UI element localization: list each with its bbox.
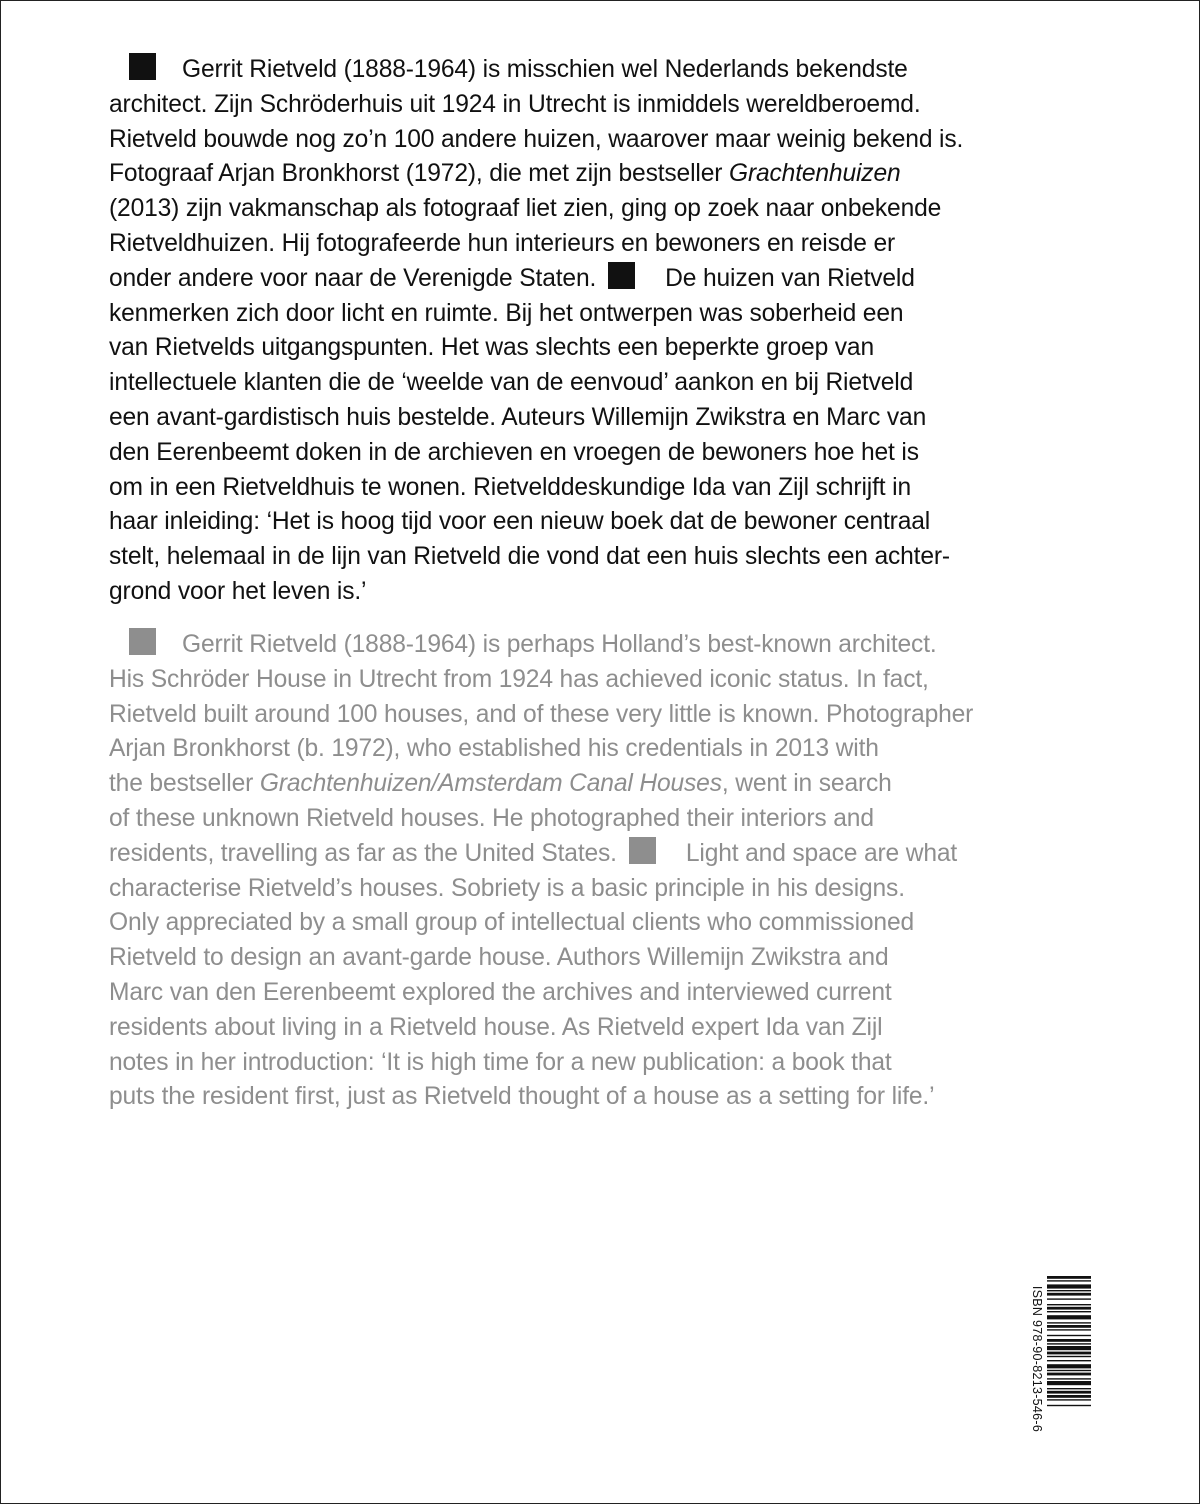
barcode-bar (1047, 1311, 1091, 1312)
text-line: Arjan Bronkhorst (b. 1972), who established his credentials in 2013 with (109, 735, 879, 763)
barcode-bar (1047, 1364, 1091, 1368)
text-line: onder andere voor naar de Verenigde Staten. De huizen van Rietveld (109, 262, 1099, 297)
barcode-bar (1047, 1378, 1091, 1379)
barcode-bar (1047, 1370, 1091, 1371)
barcode-bar (1047, 1284, 1091, 1288)
barcode-bar (1047, 1395, 1091, 1398)
barcode-bar (1047, 1298, 1091, 1299)
paragraph-marker-square (129, 53, 156, 80)
barcode-bars (1047, 1276, 1091, 1441)
text-line: (2013) zijn vakmanschap als fotograaf liet zien, ging op zoek naar onbekende (109, 195, 942, 223)
english-paragraph (109, 628, 1099, 1115)
text-line: grond voor het leven is.’ (109, 577, 367, 605)
isbn-barcode (1025, 1276, 1091, 1441)
barcode-bar (1047, 1343, 1091, 1344)
barcode-bar (1047, 1325, 1091, 1328)
text-line: architect. Zijn Schröderhuis uit 1924 in Utrecht is inmiddels wereldberoemd. (109, 90, 921, 118)
barcode-bar (1047, 1304, 1091, 1305)
text-line: Rietveld to design an avant-garde house. Authors Willemijn Zwikstra and (109, 944, 889, 972)
text-line: puts the resident first, just as Rietveld thought of a house as a setting for life.’ (109, 1083, 935, 1111)
text-line: Marc van den Eerenbeemt explored the archives and interviewed current (109, 978, 892, 1006)
text-line: Gerrit Rietveld (1888-1964) is perhaps Holland’s best-known architect. (109, 628, 1099, 663)
text-line: Fotograaf Arjan Bronkhorst (1972), die met zijn bestseller Grachtenhuizen (109, 160, 901, 188)
text-line: of these unknown Rietveld houses. He photographed their interiors and (109, 804, 874, 832)
barcode-bar (1047, 1329, 1091, 1330)
barcode-bar (1047, 1373, 1091, 1376)
dutch-blurb (109, 53, 1099, 610)
barcode-bar (1047, 1315, 1091, 1319)
text-line: residents, travelling as far as the United States. Light and space are what (109, 837, 1099, 872)
barcode-bar (1047, 1356, 1091, 1357)
text-line: Only appreciated by a small group of intellectual clients who commissioned (109, 909, 914, 937)
text-line: intellectuele klanten die de ‘weelde van de eenvoud’ aankon en bij Rietveld (109, 369, 914, 397)
text-line: the bestseller Grachtenhuizen/Amsterdam Canal Houses, went in search (109, 770, 892, 798)
text-line: kenmerken zich door licht en ruimte. Bij het ontwerpen was soberheid een (109, 299, 904, 327)
barcode-bar (1047, 1307, 1091, 1310)
barcode-bar (1047, 1280, 1091, 1281)
text-line: van Rietvelds uitgangspunten. Het was slechts een beperkte groep van (109, 334, 874, 362)
barcode-bar (1047, 1399, 1091, 1400)
text-line: His Schröder House in Utrecht from 1924 has achieved iconic status. In fact, (109, 665, 929, 693)
barcode-bar (1047, 1339, 1091, 1342)
paragraph-marker-square (608, 262, 635, 289)
barcode-bar (1047, 1391, 1091, 1394)
barcode-bar (1047, 1388, 1091, 1389)
text-line: een avant-gardistisch huis bestelde. Auteurs Willemijn Zwikstra en Marc van (109, 403, 927, 431)
barcode-bar (1047, 1381, 1091, 1385)
dutch-paragraph (109, 53, 1099, 610)
text-line: Rietveld built around 100 houses, and of these very little is known. Photographer (109, 700, 974, 728)
text-line: Rietveldhuizen. Hij fotografeerde hun interieurs en bewoners en reisde er (109, 229, 896, 257)
paragraph-marker-square (629, 837, 656, 864)
text-line: Gerrit Rietveld (1888-1964) is misschien wel Nederlands bekendste (109, 53, 1099, 88)
english-blurb (109, 628, 1099, 1115)
barcode-bar (1047, 1276, 1091, 1279)
text-line: characterise Rietveld’s houses. Sobriety is a basic principle in his designs. (109, 874, 905, 902)
barcode-bar (1047, 1335, 1091, 1336)
text-line: stelt, helemaal in de lijn van Rietveld die vond dat een huis slechts een achter- (109, 543, 950, 571)
barcode-bar (1047, 1346, 1091, 1350)
text-line: haar inleiding: ‘Het is hoog tijd voor een nieuw boek dat de bewoner centraal (109, 508, 931, 536)
barcode-bar (1047, 1352, 1091, 1355)
book-title-italic: Grachtenhuizen/Amsterdam Canal Houses (259, 770, 722, 798)
text-line: notes in her introduction: ‘It is high time for a new publication: a book that (109, 1048, 892, 1076)
isbn-label: ISBN 978-90-8213-546-6 (1030, 1285, 1044, 1432)
barcode-bar (1047, 1322, 1091, 1323)
barcode-bar (1047, 1405, 1091, 1406)
barcode-bar (1047, 1290, 1091, 1291)
paragraph-marker-square (129, 628, 156, 655)
barcode-bar (1047, 1293, 1091, 1296)
barcode-bar (1047, 1360, 1091, 1361)
text-line: om in een Rietveldhuis te wonen. Rietvelddeskundige Ida van Zijl schrijft in (109, 473, 911, 501)
text-line: Rietveld bouwde nog zo’n 100 andere huizen, waarover maar weinig bekend is. (109, 125, 964, 153)
text-line: residents about living in a Rietveld house. As Rietveld expert Ida van Zijl (109, 1013, 883, 1041)
book-title-italic: Grachtenhuizen (728, 160, 901, 188)
text-line: den Eerenbeemt doken in de archieven en vroegen de bewoners hoe het is (109, 438, 919, 466)
